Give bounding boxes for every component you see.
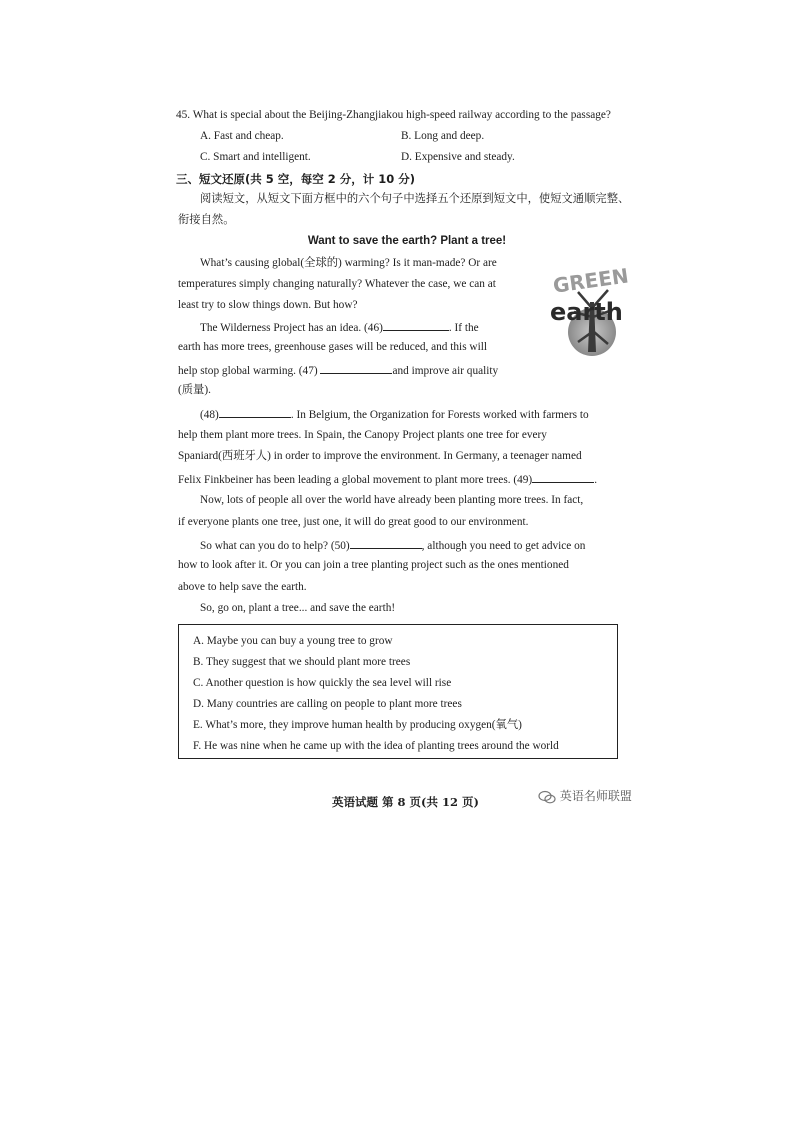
option-b: B. Long and deep. (401, 130, 485, 142)
option-d: D. Expensive and steady. (401, 151, 515, 163)
p2-line3-text: help stop global warming. (47) (178, 365, 318, 377)
option-a: A. Fast and cheap. (200, 130, 284, 142)
p3-line4-text: Felix Finkbeiner has been leading a global movement to plant more trees. (49) (178, 474, 533, 486)
blank-50[interactable] (350, 537, 422, 549)
blank-48[interactable] (219, 406, 291, 418)
blank-49[interactable] (532, 471, 594, 483)
box-option-d: D. Many countries are calling on people to plant more trees (193, 698, 462, 710)
blank-46[interactable] (383, 319, 449, 331)
blank-47[interactable] (320, 362, 392, 374)
box-option-c: C. Another question is how quickly the sea level will rise (193, 677, 452, 689)
p2-line3-tail: and improve air quality (392, 365, 499, 377)
p5-line3: above to help save the earth. (178, 581, 307, 593)
p3-line4 (178, 471, 597, 487)
wechat-icon (538, 790, 556, 804)
box-option-e: E. What’s more, they improve human health by producing oxygen(氧气) (193, 719, 522, 731)
passage-title: Want to save the earth? Plant a tree! (307, 235, 507, 247)
p1-line2: temperatures simply changing naturally? Whatever the case, we can at (178, 278, 496, 290)
p3-line1 (200, 406, 589, 422)
p4-line2: if everyone plants one tree, just one, it will do great good to our environment. (178, 516, 529, 528)
section-title: 三、短文还原(共 5 空，每空 2 分，计 10 分) (176, 172, 416, 186)
box-option-b: B. They suggest that we should plant more trees (193, 656, 411, 668)
p4-line1: Now, lots of people all over the world have already been planting more trees. In fact, (200, 494, 584, 506)
box-option-f: F. He was nine when he came up with the idea of planting trees around the world (193, 740, 559, 752)
p2-line4: (质量). (178, 384, 211, 396)
watermark (538, 787, 632, 804)
green-earth-tree-image (548, 262, 638, 362)
p5-line1-tail: , although you need to get advice on (421, 540, 586, 552)
p5-line1 (200, 537, 585, 553)
p1-line3: least try to slow things down. But how? (178, 299, 358, 311)
p3-line1-num: (48) (200, 409, 219, 421)
svg-text:GREEN: GREEN (551, 263, 631, 298)
p2-line2: earth has more trees, greenhouse gases will be reduced, and this will (178, 341, 487, 353)
p3-line3: Spaniard(西班牙人) in order to improve the environment. In Germany, a teenager named (178, 450, 582, 462)
p3-line1-text: . In Belgium, the Organization for Forests worked with farmers to (290, 409, 589, 421)
p2-line1-text: The Wilderness Project has an idea. (46) (200, 322, 383, 334)
page-footer: 英语试题 第 8 页(共 12 页) (332, 795, 479, 809)
p1-line1: What’s causing global(全球的) warming? Is it man-made? Or are (200, 257, 497, 269)
section-instructions-line1: 阅读短文，从短文下面方框中的六个句子中选择五个还原到短文中，使短文通顺完整、 (200, 192, 630, 205)
p5-line1-text: So what can you do to help? (50) (200, 540, 350, 552)
option-c: C. Smart and intelligent. (200, 151, 311, 163)
p2-line1 (200, 319, 479, 335)
p3-line2: help them plant more trees. In Spain, the Canopy Project plants one tree for every (178, 429, 547, 441)
p5-line2: how to look after it. Or you can join a tree planting project such as the ones mentioned (178, 559, 569, 571)
p6-line1: So, go on, plant a tree... and save the earth! (200, 602, 396, 614)
section-instructions-line2: 衔接自然。 (178, 213, 235, 226)
box-option-a: A. Maybe you can buy a young tree to grow (193, 635, 393, 647)
watermark-text: 英语名师联盟 (559, 789, 632, 803)
p2-line1-tail: . If the (448, 322, 479, 334)
svg-text:earth: earth (550, 298, 623, 326)
options-box (178, 624, 618, 759)
p3-line4-tail: . (594, 474, 598, 486)
question-45-stem: 45. What is special about the Beijing-Zhangjiakou high-speed railway according to the passage? (176, 109, 611, 121)
p2-line3 (178, 362, 498, 378)
